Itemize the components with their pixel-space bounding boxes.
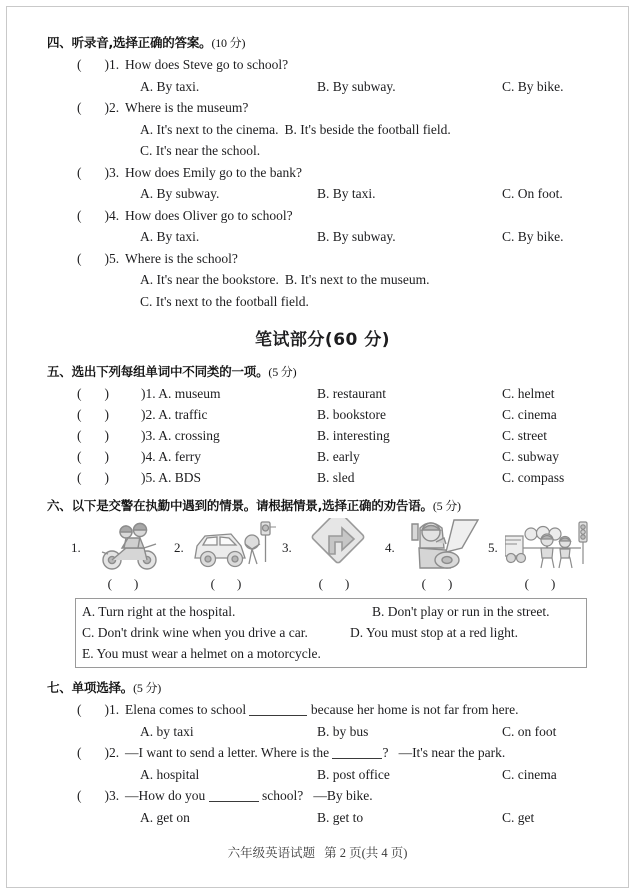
question-text-after: because her home is not far from here. xyxy=(310,702,519,717)
answer-bracket[interactable]: ( ) xyxy=(77,428,109,443)
question-text-after: school? xyxy=(262,788,304,803)
answer-bracket[interactable]: ( ) xyxy=(77,470,109,485)
question-text: How does Steve go to school? xyxy=(125,57,289,72)
question-row xyxy=(47,699,598,721)
option-b[interactable]: B. It's next to the museum. xyxy=(284,272,430,287)
advice-line xyxy=(82,622,586,643)
option-a[interactable]: )1. A. museum xyxy=(141,386,221,401)
question-row xyxy=(47,785,598,807)
option-a[interactable]: A. By taxi. xyxy=(140,78,200,94)
question-row xyxy=(47,205,598,227)
option-b[interactable]: B. sled xyxy=(317,470,355,485)
question-text: How does Emily go to the bank? xyxy=(125,164,302,180)
option-a[interactable]: A. hospital xyxy=(140,766,200,782)
option-a[interactable]: A. By taxi. xyxy=(140,229,200,244)
question-row xyxy=(47,54,598,76)
option-c[interactable]: C. get xyxy=(502,809,535,825)
advice-options-box xyxy=(75,598,587,668)
answer-bracket[interactable]: ( ) xyxy=(77,407,109,422)
section-heading-pictures xyxy=(47,496,598,514)
question-text: How does Oliver go to school? xyxy=(125,207,293,223)
advice-line xyxy=(82,643,586,664)
fill-in-blank[interactable] xyxy=(332,758,382,759)
car-at-traffic-light-icon xyxy=(191,518,277,574)
answer-bracket[interactable]: ( )5. xyxy=(77,250,120,266)
option-a[interactable]: A. by taxi xyxy=(140,723,194,739)
option-b[interactable]: B. restaurant xyxy=(317,386,386,401)
question-number: )2. xyxy=(104,745,120,760)
option-a[interactable]: )3. A. crossing xyxy=(141,428,220,443)
motorcycle-riders-with-helmet-icon xyxy=(88,518,174,574)
option-row xyxy=(47,140,598,162)
section-pictures-title: 六、以下是交警在执勤中遇到的情景。请根据情景,选择正确的劝告语。 xyxy=(47,498,433,513)
question-number: )1. xyxy=(104,702,120,717)
fill-in-blank[interactable] xyxy=(209,801,259,802)
answer-bracket[interactable]: ( ) xyxy=(77,386,109,401)
answer-bracket[interactable]: ( )2. xyxy=(77,745,120,760)
section-heading-odd-one-out xyxy=(47,362,598,380)
section-heading-listening xyxy=(47,33,598,51)
answer-bracket[interactable]: ( ) xyxy=(77,449,109,464)
children-running-in-street-icon xyxy=(505,518,591,574)
question-row xyxy=(47,742,598,764)
section-odd-points: (5 分) xyxy=(268,365,297,379)
driver-drinking-at-wheel-icon xyxy=(402,518,488,574)
picture-item xyxy=(488,518,592,591)
answer-bracket[interactable]: ( )1. xyxy=(77,57,120,72)
advice-option-d[interactable]: D. You must stop at a red light. xyxy=(350,625,519,640)
option-c[interactable]: C. cinema xyxy=(502,407,557,422)
option-a[interactable]: A. get on xyxy=(140,809,190,825)
question-row xyxy=(47,162,598,184)
option-b[interactable]: B. by bus xyxy=(317,723,369,739)
answer-bracket[interactable]: ( ) xyxy=(524,576,556,591)
option-a[interactable]: )2. A. traffic xyxy=(141,407,208,422)
option-a[interactable]: )4. A. ferry xyxy=(141,449,201,464)
section-mc-points: (5 分) xyxy=(133,681,162,695)
question-number: )1. xyxy=(104,57,120,72)
picture-number: 2. xyxy=(174,540,184,555)
picture-number: 3. xyxy=(282,540,292,555)
option-b[interactable]: B. interesting xyxy=(317,428,390,443)
option-b[interactable]: B. By subway. xyxy=(317,78,396,94)
fill-in-blank[interactable] xyxy=(249,715,307,716)
option-a[interactable]: )5. A. BDS xyxy=(141,470,202,485)
option-c[interactable]: C. It's next to the football field. xyxy=(140,293,309,309)
advice-line xyxy=(82,601,586,622)
footer-exam-title: 六年级英语试题 xyxy=(227,846,316,860)
page-content xyxy=(7,7,628,887)
option-row xyxy=(47,119,598,141)
footer-page-number: 第 2 页(共 4 页) xyxy=(324,846,408,860)
question-number: )4. xyxy=(104,207,120,223)
picture-number: 4. xyxy=(385,540,395,555)
answer-bracket[interactable]: ( )1. xyxy=(77,702,120,717)
option-b[interactable]: B. bookstore xyxy=(317,407,386,422)
exam-page xyxy=(6,6,629,888)
option-a[interactable]: A. It's near the bookstore. xyxy=(140,272,279,287)
answer-bracket[interactable]: ( )4. xyxy=(77,207,120,223)
advice-option-b[interactable]: B. Don't play or run in the street. xyxy=(372,604,550,619)
word-group-row xyxy=(47,404,598,425)
question-text: Where is the school? xyxy=(125,250,238,266)
question-number: )3. xyxy=(104,164,120,180)
answer-bracket[interactable]: ( ) xyxy=(107,576,139,591)
answer-bracket[interactable]: ( )2. xyxy=(77,100,120,115)
page-footer xyxy=(7,843,628,861)
word-group-row xyxy=(47,425,598,446)
section-heading-multiple-choice xyxy=(47,678,598,696)
option-row xyxy=(47,183,598,205)
option-c[interactable]: C. on foot xyxy=(502,723,557,739)
option-b[interactable]: B. By subway. xyxy=(317,229,396,244)
answer-bracket[interactable]: ( ) xyxy=(210,576,242,591)
advice-option-a[interactable]: A. Turn right at the hospital. xyxy=(82,604,236,619)
word-group-row xyxy=(47,446,598,467)
question-text-tail: —It's near the park. xyxy=(398,745,506,760)
option-row xyxy=(47,226,598,248)
option-row xyxy=(47,76,598,98)
option-c[interactable]: C. helmet xyxy=(502,386,555,401)
section-listening-points: (10 分) xyxy=(211,36,246,50)
option-c[interactable]: C. compass xyxy=(502,470,565,485)
answer-bracket[interactable]: ( ) xyxy=(421,576,453,591)
turn-right-road-sign-icon xyxy=(299,518,385,574)
picture-number: 5. xyxy=(488,540,498,555)
option-c[interactable]: C. subway xyxy=(502,449,559,464)
section-pictures-points: (5 分) xyxy=(432,499,461,513)
question-text-before: —I want to send a letter. Where is the xyxy=(125,745,330,760)
answer-bracket[interactable]: ( )3. xyxy=(77,788,120,803)
advice-option-e[interactable]: E. You must wear a helmet on a motorcycle. xyxy=(82,646,321,661)
picture-item xyxy=(385,518,489,591)
option-c[interactable]: C. It's near the school. xyxy=(140,143,261,158)
question-text-after: ? xyxy=(382,745,389,760)
advice-option-c[interactable]: C. Don't drink wine when you drive a car. xyxy=(82,625,308,640)
picture-item xyxy=(282,518,386,591)
answer-bracket[interactable]: ( ) xyxy=(318,576,350,591)
section-odd-title: 五、选出下列每组单词中不同类的一项。 xyxy=(47,364,269,379)
option-row xyxy=(47,269,598,291)
option-b[interactable]: B. early xyxy=(317,449,360,464)
written-section-banner: 笔试部分(60 分) xyxy=(254,330,391,350)
option-c[interactable]: C. By bike. xyxy=(502,229,564,244)
question-text-before: —How do you xyxy=(125,788,206,803)
option-row xyxy=(47,721,598,743)
picture-row xyxy=(47,518,598,594)
picture-item xyxy=(174,518,278,591)
option-c[interactable]: C. On foot. xyxy=(502,186,563,201)
option-b[interactable]: B. post office xyxy=(317,766,390,782)
picture-item xyxy=(71,518,175,591)
answer-bracket[interactable]: ( )3. xyxy=(77,164,120,180)
option-b[interactable]: B. By taxi. xyxy=(317,186,376,201)
section-listening-title: 四、听录音,选择正确的答案。 xyxy=(47,35,212,50)
question-text: Where is the museum? xyxy=(125,100,249,115)
option-b[interactable]: B. get to xyxy=(317,809,364,825)
option-row xyxy=(47,764,598,786)
question-number: )2. xyxy=(104,100,120,115)
option-b[interactable]: B. It's beside the football field. xyxy=(284,121,451,137)
word-group-row xyxy=(47,467,598,488)
option-row xyxy=(47,807,598,829)
question-row xyxy=(47,248,598,270)
question-number: )3. xyxy=(104,788,120,803)
option-c[interactable]: C. By bike. xyxy=(502,78,564,94)
option-a[interactable]: A. It's next to the cinema. xyxy=(140,121,279,137)
picture-number: 1. xyxy=(71,540,81,555)
question-number: )5. xyxy=(104,250,120,266)
word-group-row xyxy=(47,383,598,404)
option-c[interactable]: C. street xyxy=(502,428,547,443)
option-row xyxy=(47,291,598,313)
question-row xyxy=(47,97,598,119)
option-a[interactable]: A. By subway. xyxy=(140,186,220,201)
section-mc-title: 七、单项选择。 xyxy=(47,680,134,695)
option-c[interactable]: C. cinema xyxy=(502,766,557,782)
question-text-tail: —By bike. xyxy=(313,788,373,803)
question-text-before: Elena comes to school xyxy=(125,702,247,717)
